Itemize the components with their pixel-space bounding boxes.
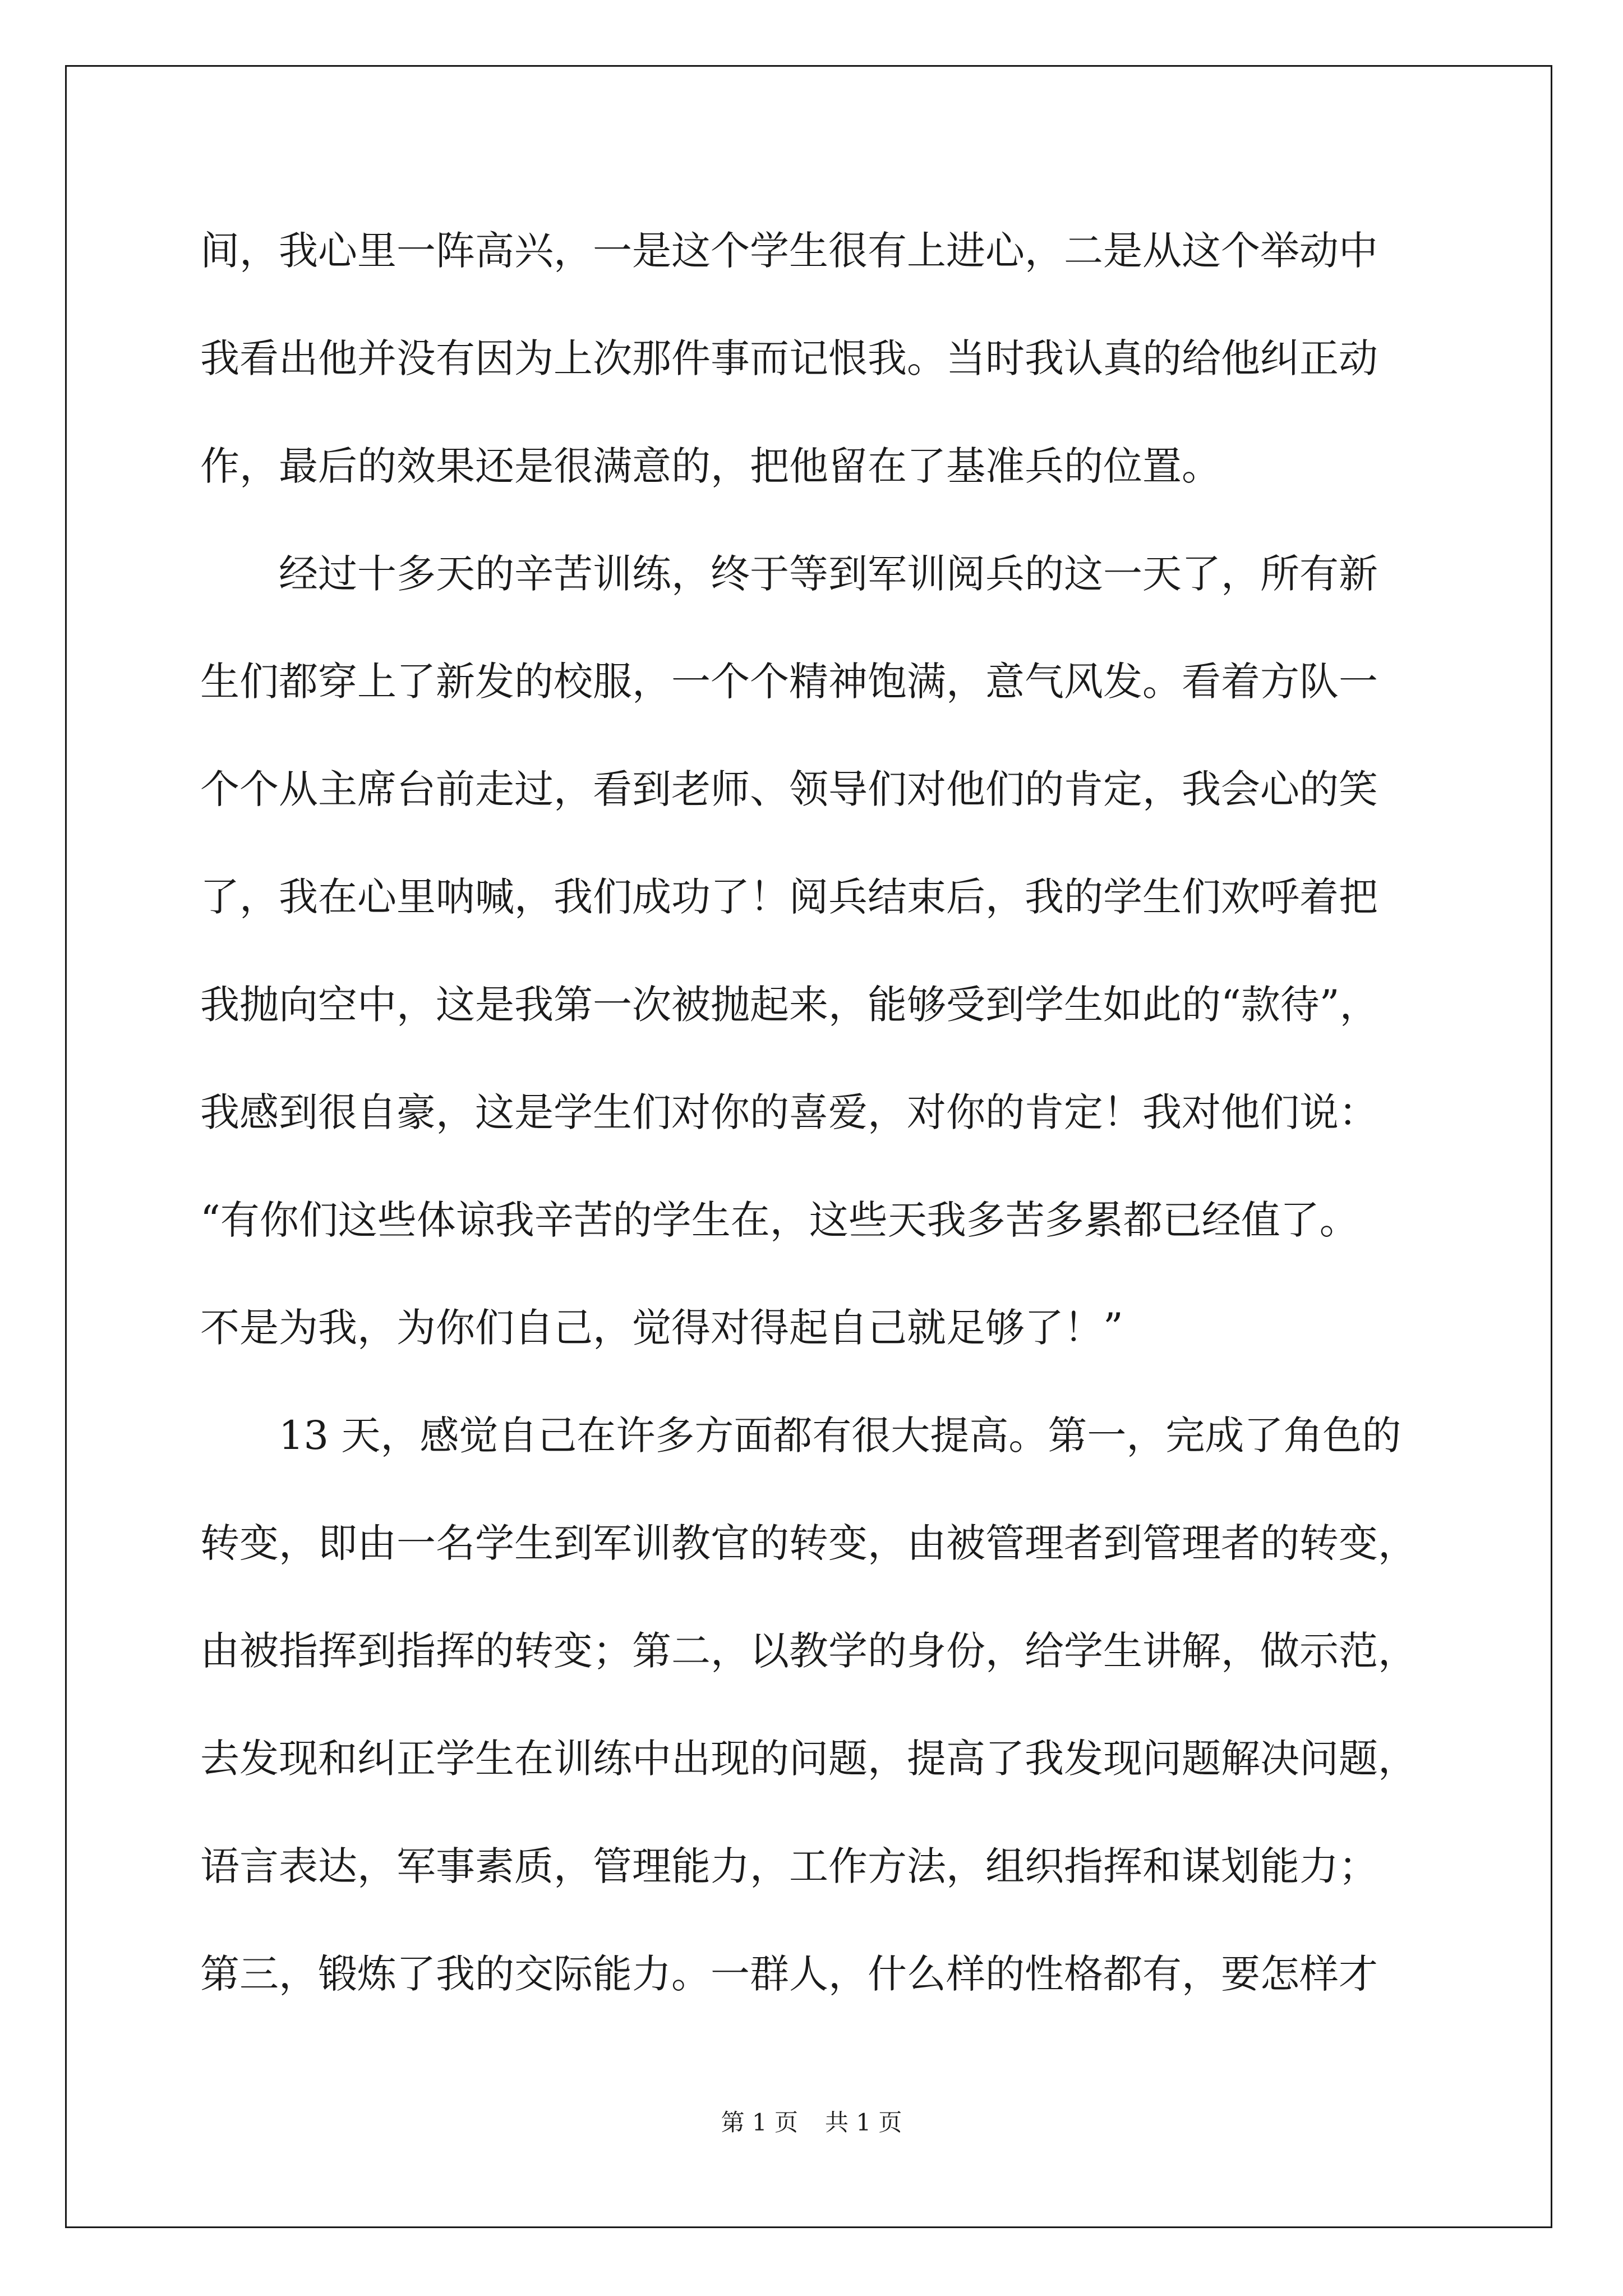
text-line: 语言表达，军事素质，管理能力，工作方法，组织指挥和谋划能力；: [200, 1843, 1378, 1889]
text-line: “有你们这些体谅我辛苦的学生在，这些天我多苦多累都已经值了。: [200, 1197, 1359, 1243]
page-border: [65, 65, 1552, 2228]
text-line: 我感到很自豪，这是学生们对你的喜爱，对你的肯定！我对他们说：: [200, 1089, 1378, 1135]
text-line: 生们都穿上了新发的校服，一个个精神饱满，意气风发。看着方队一: [200, 659, 1378, 705]
text-line: 了，我在心里呐喊，我们成功了！阅兵结束后，我的学生们欢呼着把: [200, 874, 1378, 920]
page-footer: [0, 2106, 1623, 2139]
text-line: 个个从主席台前走过，看到老师、领导们对他们的肯定，我会心的笑: [200, 766, 1378, 812]
text-line: 间，我心里一阵高兴，一是这个学生很有上进心，二是从这个举动中: [200, 228, 1378, 274]
text-line: 我看出他并没有因为上次那件事而记恨我。当时我认真的给他纠正动: [200, 335, 1378, 381]
text-line: 我抛向空中，这是我第一次被抛起来，能够受到学生如此的“款待”，: [200, 982, 1379, 1028]
text-line: 去发现和纠正学生在训练中出现的问题，提高了我发现问题解决问题，: [200, 1736, 1417, 1782]
page-total: 共 1 页: [825, 2109, 902, 2136]
text-line: 经过十多天的辛苦训练，终于等到军训阅兵的这一天了，所有新: [200, 551, 1378, 597]
page-number: 第 1 页: [721, 2109, 798, 2136]
text-line: 第三，锻炼了我的交际能力。一群人，什么样的性格都有，要怎样才: [200, 1951, 1378, 1997]
text-line: 作，最后的效果还是很满意的，把他留在了基准兵的位置。: [200, 443, 1221, 489]
text-line: 不是为我，为你们自己，觉得对得起自己就足够了！”: [200, 1305, 1123, 1351]
text-line: 13 天，感觉自己在许多方面都有很大提高。第一，完成了角色的: [200, 1412, 1401, 1458]
text-line: 由被指挥到指挥的转变；第二，以教学的身份，给学生讲解，做示范，: [200, 1628, 1417, 1674]
text-line: 转变，即由一名学生到军训教官的转变，由被管理者到管理者的转变，: [200, 1520, 1417, 1566]
